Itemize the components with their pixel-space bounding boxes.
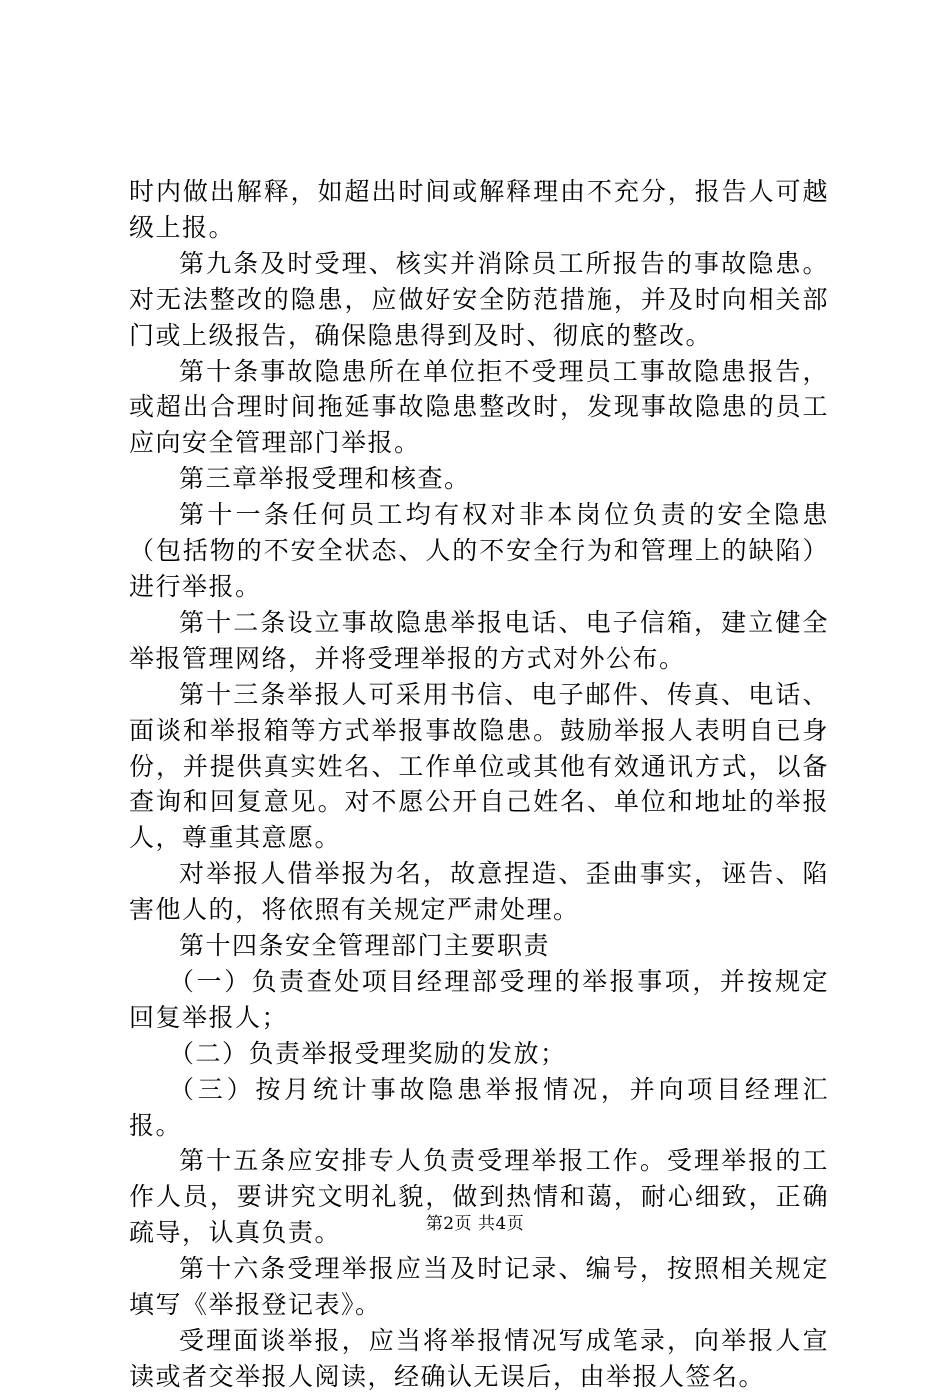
page-number-footer: 第2页 共4页	[425, 1214, 525, 1234]
paragraph-duty-3: （三）按月统计事故隐患举报情况，并向项目经理汇报。	[129, 1074, 829, 1140]
document-body	[129, 174, 829, 1395]
paragraph-article-16: 第十六条受理举报应当及时记录、编号，按照相关规定填写《举报登记表》。	[129, 1254, 829, 1320]
paragraph-continuation: 时内做出解释，如超出时间或解释理由不充分，报告人可越级上报。	[129, 177, 829, 242]
paragraph-article-13: 第十三条举报人可采用书信、电子邮件、传真、电话、面谈和举报箱等方式举报事故隐患。鼓励举报人表明自已身份，并提供真实姓名、工作单位或其他有效通讯方式，以备查询和回复意见。对不愿公开自己姓名、单位和地址的举报人，尊重其意愿。	[129, 679, 829, 853]
paragraph-duty-1: （一）负责查处项目经理部受理的举报事项，并按规定回复举报人；	[129, 966, 829, 1032]
chapter-heading: 第三章举报受理和核查。	[179, 464, 471, 494]
paragraph-duty-2: （二）负责举报受理奖励的发放；	[169, 1038, 567, 1068]
paragraph-article-14: 第十四条安全管理部门主要职责	[179, 931, 551, 961]
paragraph-interview-report: 受理面谈举报，应当将举报情况写成笔录，向举报人宣读或者交举报人阅读，经确认无误后，由举报人签名。	[129, 1326, 829, 1391]
paragraph-article-9: 第九条及时受理、核实并消除员工所报告的事故隐患。对无法整改的隐患，应做好安全防范措施，并及时向相关部门或上级报告，确保隐患得到及时、彻底的整改。	[129, 248, 829, 350]
paragraph-article-12: 第十二条设立事故隐患举报电话、电子信箱，建立健全举报管理网络，并将受理举报的方式对外公布。	[129, 607, 829, 673]
paragraph-article-10: 第十条事故隐患所在单位拒不受理员工事故隐患报告，或超出合理时间拖延事故隐患整改时，发现事故隐患的员工应向安全管理部门举报。	[129, 356, 829, 458]
paragraph-article-15: 第十五条应安排专人负责受理举报工作。受理举报的工作人员，要讲究文明礼貌，做到热情和蔼，耐心细致，正确疏导，认真负责。	[129, 1146, 829, 1248]
paragraph-article-11: 第十一条任何员工均有权对非本岗位负责的安全隐患（包括物的不安全状态、人的不安全行为和管理上的缺陷）进行举报。	[129, 500, 829, 601]
paragraph-false-report: 对举报人借举报为名，故意捏造、歪曲事实，诬告、陷害他人的，将依照有关规定严肃处理。	[129, 859, 829, 925]
